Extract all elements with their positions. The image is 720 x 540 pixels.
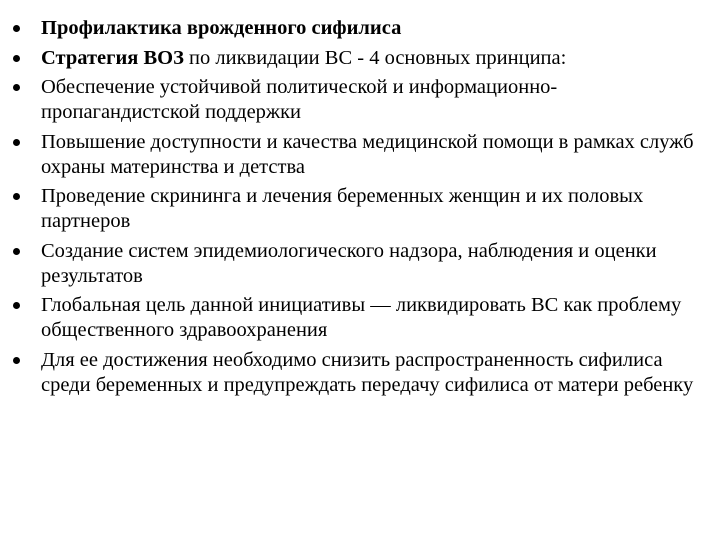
bullet-dot-icon — [13, 84, 20, 91]
bullet-list — [12, 16, 700, 398]
bullet-bold-text: Стратегия ВОЗ — [41, 46, 184, 69]
bullet-text: Создание систем эпидемиологического надзора, наблюдения и оценки результатов — [41, 239, 657, 287]
bullet-dot-icon — [13, 55, 20, 62]
bullet-text: Для ее достижения необходимо снизить распространенность сифилиса среди беременных и предупреждать передачу сифилиса от матери ребенку — [41, 348, 694, 396]
bullet-item-political-support — [12, 75, 700, 125]
bullet-item-global-goal — [12, 293, 700, 343]
bullet-dot-icon — [13, 193, 20, 200]
bullet-text: по ликвидации ВС - 4 основных принципа: — [183, 46, 567, 69]
bullet-item-surveillance — [12, 239, 700, 289]
bullet-dot-icon — [13, 139, 20, 146]
bullet-bold-text: Профилактика врожденного сифилиса — [41, 17, 402, 39]
bullet-text: Повышение доступности и качества медицинской помощи в рамках служб охраны материнства и детства — [41, 130, 694, 178]
bullet-dot-icon — [13, 357, 20, 364]
bullet-dot-icon — [13, 302, 20, 309]
bullet-text: Обеспечение устойчивой политической и информационно-пропагандистской поддержки — [41, 76, 558, 123]
bullet-item-achievement — [12, 348, 700, 398]
bullet-item-screening — [12, 184, 700, 234]
bullet-item-prevention-title — [12, 16, 700, 41]
bullet-text: Проведение скрининга и лечения беременных женщин и их половых партнеров — [41, 185, 644, 232]
bullet-dot-icon — [13, 248, 20, 255]
bullet-dot-icon — [13, 25, 20, 32]
bullet-item-who-strategy — [12, 46, 700, 71]
bullet-item-care-access — [12, 130, 700, 180]
bullet-text: Глобальная цель данной инициативы — ликвидировать ВС как проблему общественного здравоохранения — [41, 294, 682, 341]
